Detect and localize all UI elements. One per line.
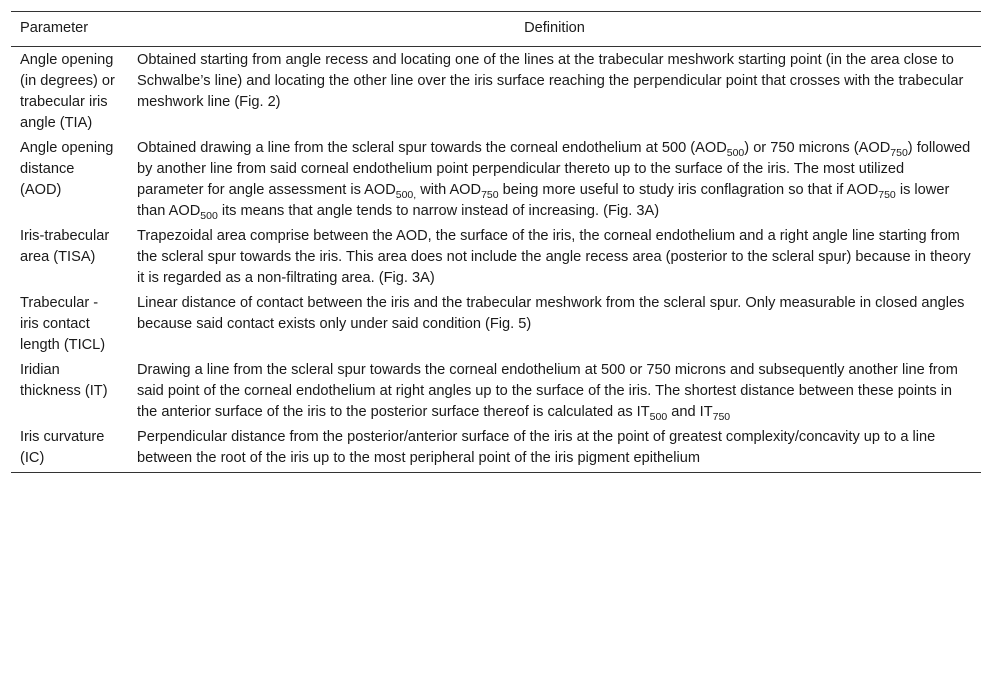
definition-subscript: 500	[200, 210, 218, 222]
parameter-cell: Iridian thickness (IT)	[20, 362, 108, 399]
definition-subscript: 750	[878, 189, 896, 201]
table-row	[11, 224, 981, 291]
parameter-cell: Angle opening distance (AOD)	[20, 140, 114, 198]
definition-cell	[128, 358, 981, 425]
parameter-cell: Iris curvature (IC)	[11, 425, 128, 473]
definition-cell	[128, 136, 981, 224]
parameter-cell: Angle opening (in degrees) or trabecular iris angle (TIA)	[20, 52, 115, 131]
definition-cell	[128, 47, 981, 137]
table-row	[11, 425, 981, 473]
table-row	[11, 358, 981, 425]
parameters-table	[11, 11, 981, 473]
definition-text: with AOD	[416, 182, 482, 198]
definition-subscript: 500,	[395, 189, 417, 201]
definition-text: being more useful to study iris conflagration so that if AOD	[498, 182, 879, 198]
definition-text: Linear distance of contact between the iris and the trabecular meshwork from the scleral spur. Only measurable in closed angles because said contact exists only under said condition (Fig. 5)	[137, 295, 965, 332]
header-row	[11, 12, 981, 47]
header-definition: Definition	[128, 12, 981, 47]
definition-subscript: 500	[726, 147, 745, 159]
definition-cell	[128, 425, 981, 473]
definition-text: Obtained starting from angle recess and locating one of the lines at the trabecular meshwork starting point (in the area close to Schwalbe’s line) and locating the other line over the iris surface reaching the perpendicular point that crosses with the trabecular meshwork line (Fig. 2)	[137, 52, 964, 110]
definition-text: its means that angle tends to narrow instead of increasing. (Fig. 3A)	[217, 203, 660, 219]
parameter-cell: Trabecular - iris contact length (TICL)	[20, 295, 106, 353]
definition-text: Drawing a line from the scleral spur towards the corneal endothelium at 500 or 750 microns and subsequently another line from said point of the corneal endothelium at right angles up to the surface of the iris. The shortest distance between these points in the anterior surface of the iris to the posterior surface thereof is calculated as IT	[137, 362, 958, 420]
definition-text: Perpendicular distance from the posterior/anterior surface of the iris at the point of greatest complexity/concavity up to a line between the root of the iris up to the most peripheral point of the iris pigment epithelium	[137, 429, 936, 466]
definition-text: Obtained drawing a line from the scleral spur towards the corneal endothelium at 500 (AOD	[137, 140, 727, 156]
definition-subscript: 750	[481, 189, 499, 201]
definition-text: ) or 750 microns (AOD	[744, 140, 891, 156]
definition-subscript: 500	[649, 411, 668, 423]
definition-text: and IT	[667, 404, 713, 420]
table-row	[11, 47, 981, 137]
definition-text: ) followed by another line from said corneal endothelium point perpendicular thereto up to the surface of the iris. The most utilized parameter for angle assessment is AOD	[137, 140, 971, 198]
definition-subscript: 750	[712, 411, 731, 423]
definition-cell	[128, 224, 981, 291]
table-row	[11, 136, 981, 224]
parameter-cell: Iris-trabecular area (TISA)	[20, 228, 110, 265]
definition-text: Trapezoidal area comprise between the AOD, the surface of the iris, the corneal endothelium and a right angle line starting from the scleral spur towards the iris. This area does not include the angle recess area (posterior to the scleral spur) because in theory it is regarded as a non-filtrating area. (Fig. 3A)	[137, 228, 971, 286]
table-row	[11, 291, 981, 358]
definition-subscript: 750	[890, 147, 908, 159]
definition-text: is lower than AOD	[137, 182, 950, 219]
header-parameter: Parameter	[11, 12, 128, 47]
definition-cell	[128, 291, 981, 358]
